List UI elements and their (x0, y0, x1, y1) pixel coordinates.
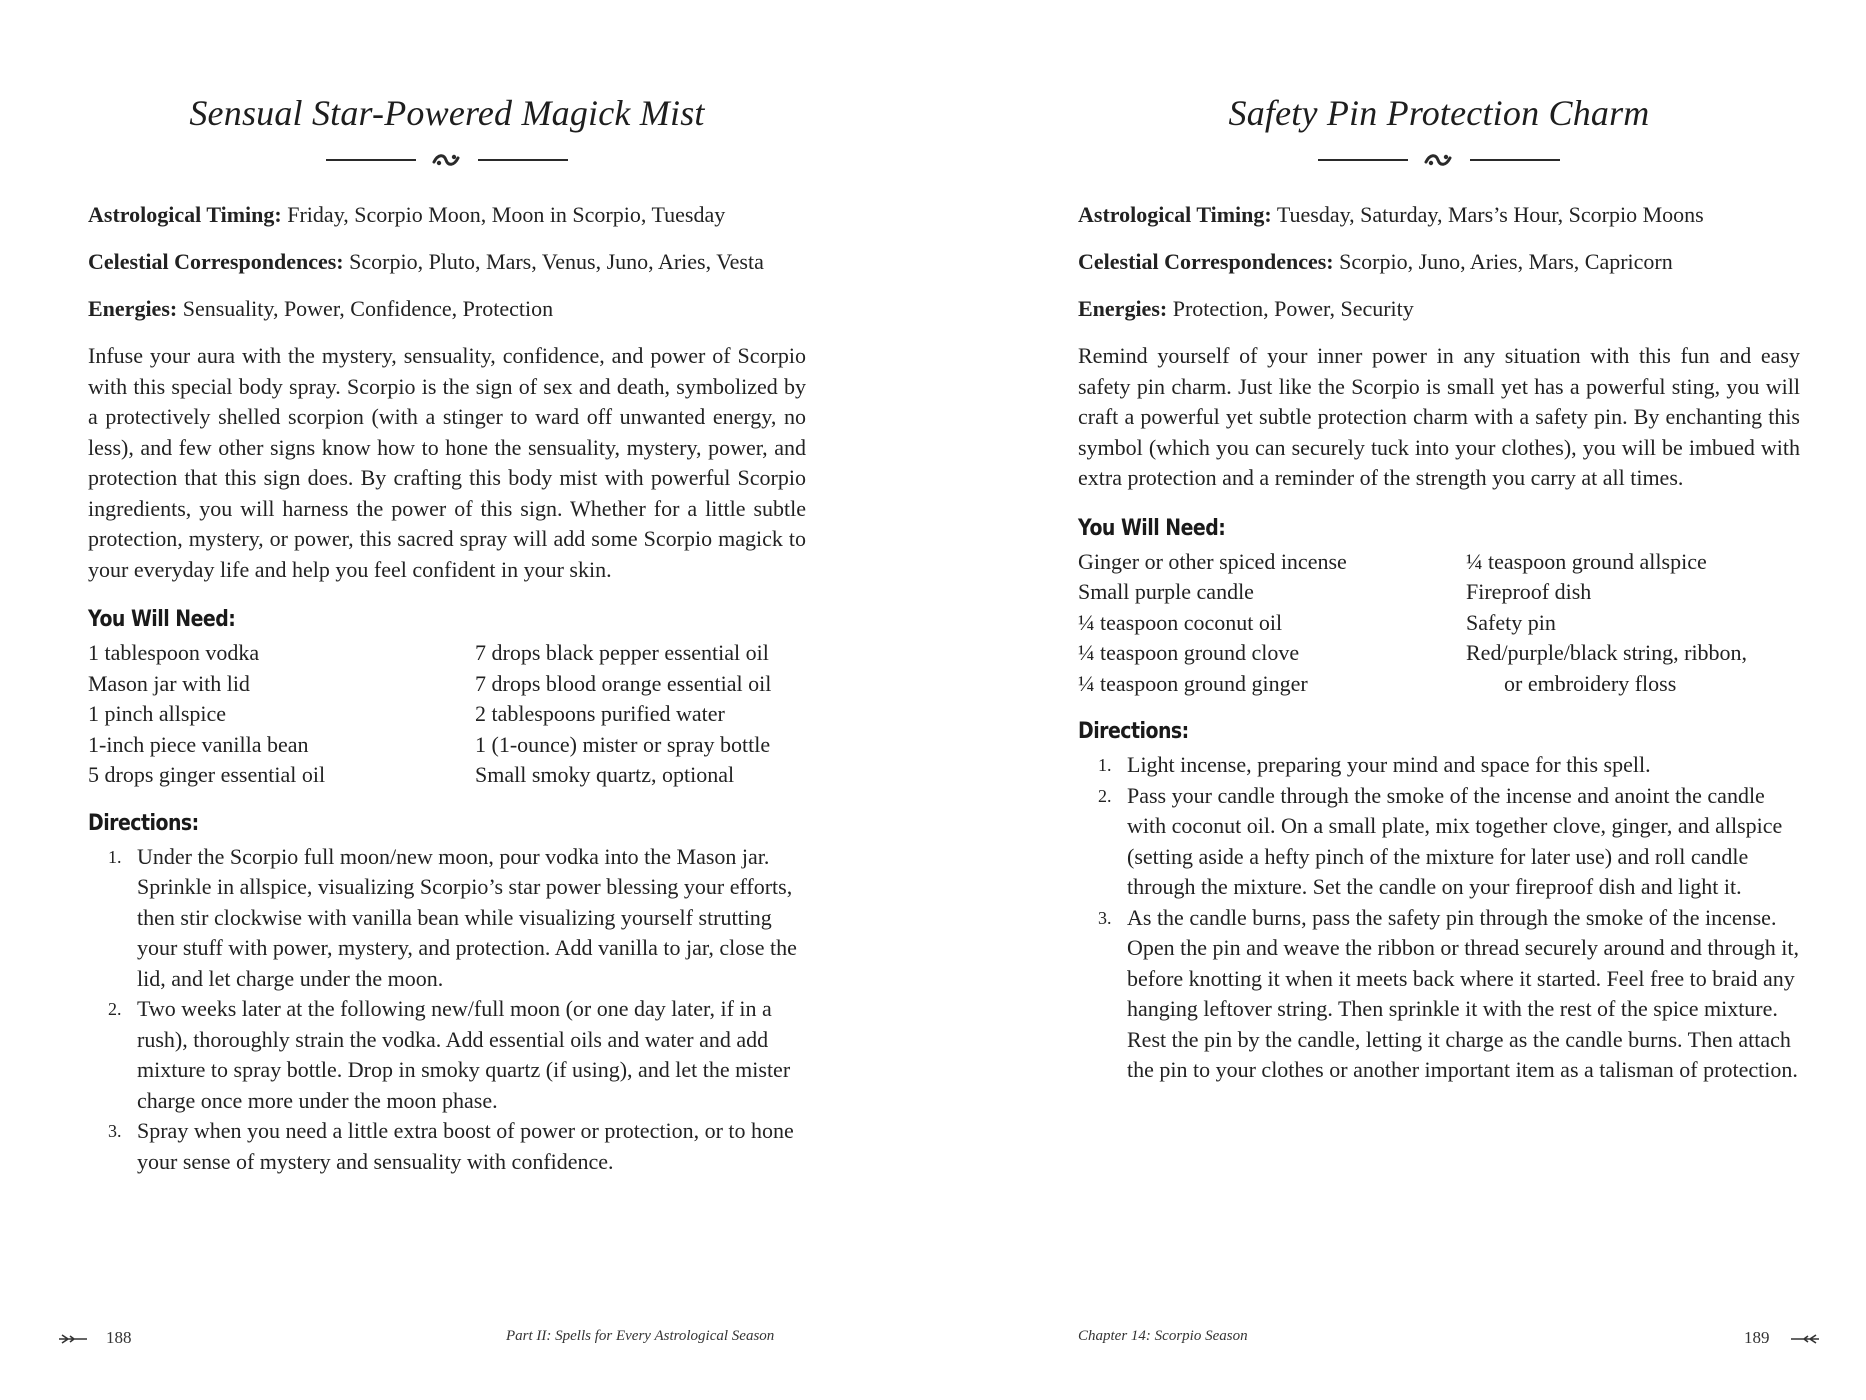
ingredient-item: 7 drops blood orange essential oil (475, 670, 772, 696)
flourish-icon (1422, 150, 1456, 170)
ingredients-list (88, 638, 806, 791)
step-number: 2. (1098, 785, 1112, 806)
ingredient-item: ¼ teaspoon coconut oil (1078, 609, 1283, 635)
ingredient-item: Safety pin (1466, 609, 1556, 635)
ingredient-item: 5 drops ginger essential oil (88, 762, 326, 787)
ingredient-item: ¼ teaspoon ground allspice (1466, 548, 1707, 574)
energies (88, 294, 806, 324)
ornament-rule (1318, 159, 1408, 161)
left-running-head: Part II: Spells for Every Astrological Season (506, 1328, 775, 1344)
ingredients-list (1078, 547, 1800, 700)
right-page-title: Safety Pin Protection Charm (1228, 93, 1650, 133)
step-number: 3. (1098, 907, 1112, 928)
you-will-need-heading: You Will Need: (1078, 515, 1226, 541)
correspondences-value: Scorpio, Juno, Aries, Mars, Capricorn (1333, 249, 1673, 274)
ingredient-item: 1 (1-ounce) mister or spray bottle (475, 731, 771, 757)
ornament-rule (1470, 159, 1560, 161)
step-number: 2. (108, 999, 122, 1019)
directions-list (1078, 750, 1800, 1086)
flourish-icon (430, 150, 464, 170)
celestial-correspondences (1078, 247, 1800, 277)
directions-heading: Directions: (1078, 719, 1189, 744)
ingredient-item: 1 tablespoon vodka (88, 640, 260, 665)
energies-label: Energies: (88, 296, 178, 321)
direction-step (1078, 750, 1800, 781)
step-text: Two weeks later at the following new/full moon (or one day later, if in a rush), thoroughly strain the vodka. Add essential oils and water and add mixture to spray bottle. Drop in smoky quartz (if using), and let the mister charge once more under the moon phase. (137, 996, 791, 1113)
timing-label: Astrological Timing: (1078, 202, 1272, 227)
timing-value: Tuesday, Saturday, Mars’s Hour, Scorpio Moons (1271, 202, 1704, 227)
ingredient-item: 2 tablespoons purified water (475, 701, 725, 726)
direction-step (88, 994, 806, 1116)
ingredients-column (1466, 547, 1747, 700)
direction-step (1078, 903, 1800, 1086)
ingredient-item: 1-inch piece vanilla bean (88, 731, 309, 757)
right-running-head: Chapter 14: Scorpio Season (1078, 1328, 1248, 1344)
astrological-timing (1078, 200, 1800, 230)
timing-value: Friday, Scorpio Moon, Moon in Scorpio, Tuesday (281, 202, 726, 227)
ingredients-column (1078, 547, 1466, 700)
directions-heading: Directions: (88, 810, 199, 836)
ingredients-column (475, 638, 771, 791)
step-number: 3. (108, 1121, 122, 1141)
direction-step (1078, 781, 1800, 903)
ingredient-item: or embroidery floss (1504, 670, 1677, 696)
step-text: Light incense, preparing your mind and space for this spell. (1127, 752, 1651, 777)
ingredient-item: Fireproof dish (1466, 579, 1592, 604)
correspondences-label: Celestial Correspondences: (1078, 249, 1334, 274)
ingredient-item: Red/purple/black string, ribbon, (1466, 640, 1748, 665)
energies-value: Sensuality, Power, Confidence, Protection (177, 296, 554, 321)
right-page (1078, 0, 1800, 1400)
ingredients-column (88, 638, 475, 791)
ingredient-item: ¼ teaspoon ground ginger (1078, 670, 1308, 696)
ingredient-item: Mason jar with lid (88, 670, 250, 696)
step-text: Under the Scorpio full moon/new moon, pour vodka into the Mason jar. Sprinkle in allspice, visualizing Scorpio’s star power blessing your efforts, then stir clockwise with vanilla bean while visualizing yourself strutting your stuff with power, mystery, and protection. Add vanilla to jar, close the lid, and let charge under the moon. (137, 843, 797, 991)
correspondences-label: Celestial Correspondences: (88, 249, 344, 274)
right-page-number: 189 (1744, 1328, 1770, 1347)
footer-ornament-icon (58, 1333, 88, 1345)
energies-value: Protection, Power, Security (1167, 296, 1414, 321)
step-text: Spray when you need a little extra boost of power or protection, or to hone your sense of mystery and sensuality with confidence. (137, 1118, 794, 1174)
energies-label: Energies: (1078, 296, 1168, 321)
astrological-timing (88, 200, 806, 230)
step-number: 1. (108, 846, 122, 867)
celestial-correspondences (88, 247, 806, 277)
left-page-title: Sensual Star-Powered Magick Mist (189, 93, 705, 133)
left-page (88, 0, 806, 1400)
ingredient-item: 1 pinch allspice (88, 701, 227, 726)
directions-list (88, 842, 806, 1178)
ingredient-item: Small smoky quartz, optional (475, 762, 735, 787)
ingredient-item: 7 drops black pepper essential oil (475, 640, 769, 665)
ingredient-item: ¼ teaspoon ground clove (1078, 640, 1300, 665)
title-ornament (88, 148, 806, 172)
direction-step (88, 842, 806, 995)
step-text: As the candle burns, pass the safety pin through the smoke of the incense. Open the pin and weave the ribbon or thread securely around and through it, before knotting it when it meets back where it started. Feel free to braid any hanging leftover string. Then sprinkle it with the rest of the spice mixture. Rest the pin by the candle, letting it charge as the candle burns. Then attach the pin to your clothes or another important item as a talisman of protection. (1127, 904, 1800, 1082)
intro-paragraph: Remind yourself of your inner power in any situation with this fun and easy safety pin charm. Just like the Scorpio is small yet has a powerful sting, you will craft a powerful yet subtle protection charm with a safety pin. By enchanting this symbol (which you can securely tuck into your clothes), you will be imbued with extra protection and a reminder of the strength you carry at all times. (1078, 343, 1800, 490)
step-text: Pass your candle through the smoke of the incense and anoint the candle with coconut oil. On a small plate, mix together clove, ginger, and allspice (setting aside a hefty pinch of the mixture for later use) and roll candle through the mixture. Set the candle on your fireproof dish and light it. (1127, 782, 1783, 899)
direction-step (88, 1116, 806, 1177)
ingredient-item: Small purple candle (1078, 579, 1254, 604)
timing-label: Astrological Timing: (88, 202, 282, 227)
correspondences-value: Scorpio, Pluto, Mars, Venus, Juno, Aries, Vesta (343, 249, 764, 274)
ingredient-item: Ginger or other spiced incense (1078, 548, 1347, 574)
title-ornament (1078, 148, 1800, 172)
left-page-number: 188 (106, 1328, 132, 1347)
step-number: 1. (1098, 755, 1112, 775)
footer-ornament-icon (1790, 1333, 1820, 1345)
intro-paragraph: Infuse your aura with the mystery, sensuality, confidence, and power of Scorpio with this special body spray. Scorpio is the sign of sex and death, symbolized by a protectively shelled scorpion (with a stinger to ward off unwanted energy, no less), and few other signs know how to hone the sensuality, mystery, power, and protection that this sign does. By crafting this body mist with powerful Scorpio ingredients, you will harness the power of this sign. Whether for a little subtle protection, mystery, or power, this sacred spray will add some Scorpio magick to your everyday life and help you feel confident in your skin. (88, 343, 806, 582)
ornament-rule (326, 159, 416, 161)
you-will-need-heading: You Will Need: (88, 607, 236, 632)
ornament-rule (478, 159, 568, 161)
energies (1078, 294, 1800, 324)
